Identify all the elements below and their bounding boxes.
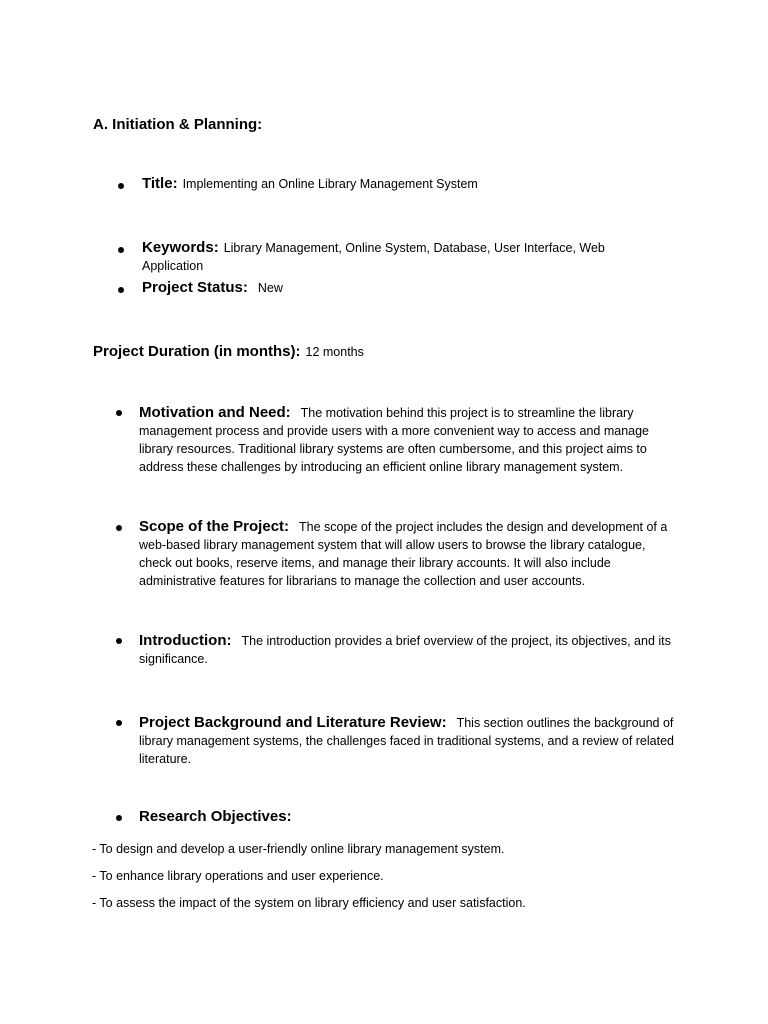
objectives-item <box>139 808 679 826</box>
duration-item <box>93 343 693 361</box>
bullet-icon <box>118 247 124 253</box>
scope-label: Scope of the Project: <box>139 518 290 535</box>
status-label: Project Status: <box>142 279 248 296</box>
objective-line: - To assess the impact of the system on library efficiency and user satisfaction. <box>92 896 526 910</box>
background-item <box>139 714 679 768</box>
motivation-text: The motivation behind this project is to streamline the library management process and provide users with a more convenient way to access and manage library resources. Traditional library systems are often cumbersome, and this project aims to address these challenges by introducing an efficient online library management system. <box>139 406 650 474</box>
title-item <box>142 175 682 193</box>
objectives-label: Research Objectives: <box>139 808 292 825</box>
duration-label: Project Duration (in months): <box>93 343 301 360</box>
bullet-icon <box>118 183 124 189</box>
keywords-label: Keywords: <box>142 239 219 256</box>
bullet-icon <box>116 525 122 531</box>
status-value: New <box>257 281 283 295</box>
keywords-value: Library Management, Online System, Database, User Interface, Web Application <box>142 241 605 273</box>
status-item <box>142 279 682 297</box>
background-text: This section outlines the background of library management systems, the challenges faced in traditional systems, and a review of related literature. <box>139 716 674 766</box>
keywords-item <box>142 239 632 275</box>
background-label: Project Background and Literature Review: <box>139 714 447 731</box>
title-label: Title: <box>142 175 178 192</box>
duration-value: 12 months <box>305 345 364 359</box>
introduction-item <box>139 632 679 668</box>
scope-text: The scope of the project includes the design and development of a web-based library management system that will allow users to browse the library catalogue, check out books, reserve items, and manage their library accounts. It will also include administrative features for librarians to manage the collection and user accounts. <box>139 520 668 588</box>
introduction-text: The introduction provides a brief overview of the project, its objectives, and its significance. <box>139 634 671 666</box>
scope-item <box>139 518 679 590</box>
motivation-label: Motivation and Need: <box>139 404 291 421</box>
section-a-heading: A. Initiation & Planning: <box>93 116 263 133</box>
bullet-icon <box>116 815 122 821</box>
introduction-label: Introduction: <box>139 632 232 649</box>
bullet-icon <box>116 720 122 726</box>
motivation-item <box>139 404 679 476</box>
objective-line: - To enhance library operations and user experience. <box>92 869 384 883</box>
bullet-icon <box>116 638 122 644</box>
bullet-icon <box>116 410 122 416</box>
objective-line: - To design and develop a user-friendly online library management system. <box>92 842 505 856</box>
title-value: Implementing an Online Library Management System <box>182 177 478 191</box>
bullet-icon <box>118 287 124 293</box>
